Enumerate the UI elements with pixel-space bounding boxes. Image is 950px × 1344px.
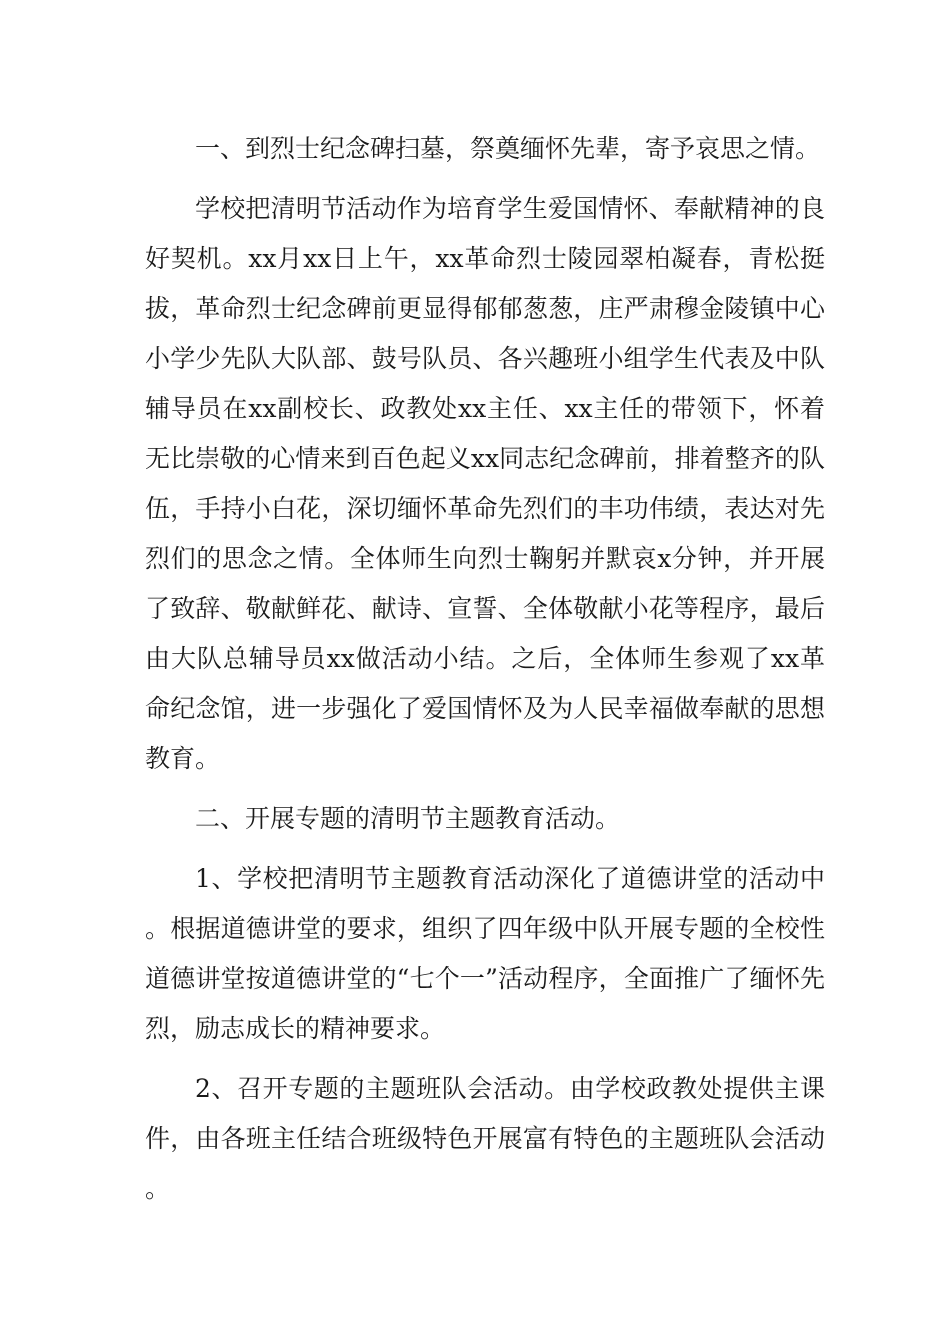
paragraph-item-two: 2、召开专题的主题班队会活动。由学校政教处提供主课件，由各班主任结合班级特色开展富有特色的主题班队会活动。 (145, 1074, 825, 1203)
paragraph-item-one: 1、学校把清明节主题教育活动深化了道德讲堂的活动中。根据道德讲堂的要求，组织了四年级中队开展专题的全校性道德讲堂按道德讲堂的“七个一”活动程序，全面推广了缅怀先烈，励志成长的精神要求。 (145, 864, 825, 1043)
paragraph-section-one-heading: 一、到烈士纪念碑扫墓，祭奠缅怀先辈，寄予哀思之情。 (195, 134, 821, 163)
document-body (145, 124, 825, 1214)
paragraph-memorial-activity: 学校把清明节活动作为培育学生爱国情怀、奉献精神的良好契机。xx月xx日上午，xx革命烈士陵园翠柏凝春，青松挺拔，革命烈士纪念碑前更显得郁郁葱葱，庄严肃穆金陵镇中心小学少先队大队部、鼓号队员、各兴趣班小组学生代表及中队辅导员在xx副校长、政教处xx主任、xx主任的带领下，怀着无比崇敬的心情来到百色起义xx同志纪念碑前，排着整齐的队伍，手持小白花，深切缅怀革命先烈们的丰功伟绩，表达对先烈们的思念之情。全体师生向烈士鞠躬并默哀x分钟，并开展了致辞、敬献鲜花、献诗、宣誓、全体敬献小花等程序，最后由大队总辅导员xx做活动小结。之后，全体师生参观了xx革命纪念馆，进一步强化了爱国情怀及为人民幸福做奉献的思想教育。 (145, 194, 825, 773)
paragraph-section-two-heading: 二、开展专题的清明节主题教育活动。 (195, 804, 621, 833)
